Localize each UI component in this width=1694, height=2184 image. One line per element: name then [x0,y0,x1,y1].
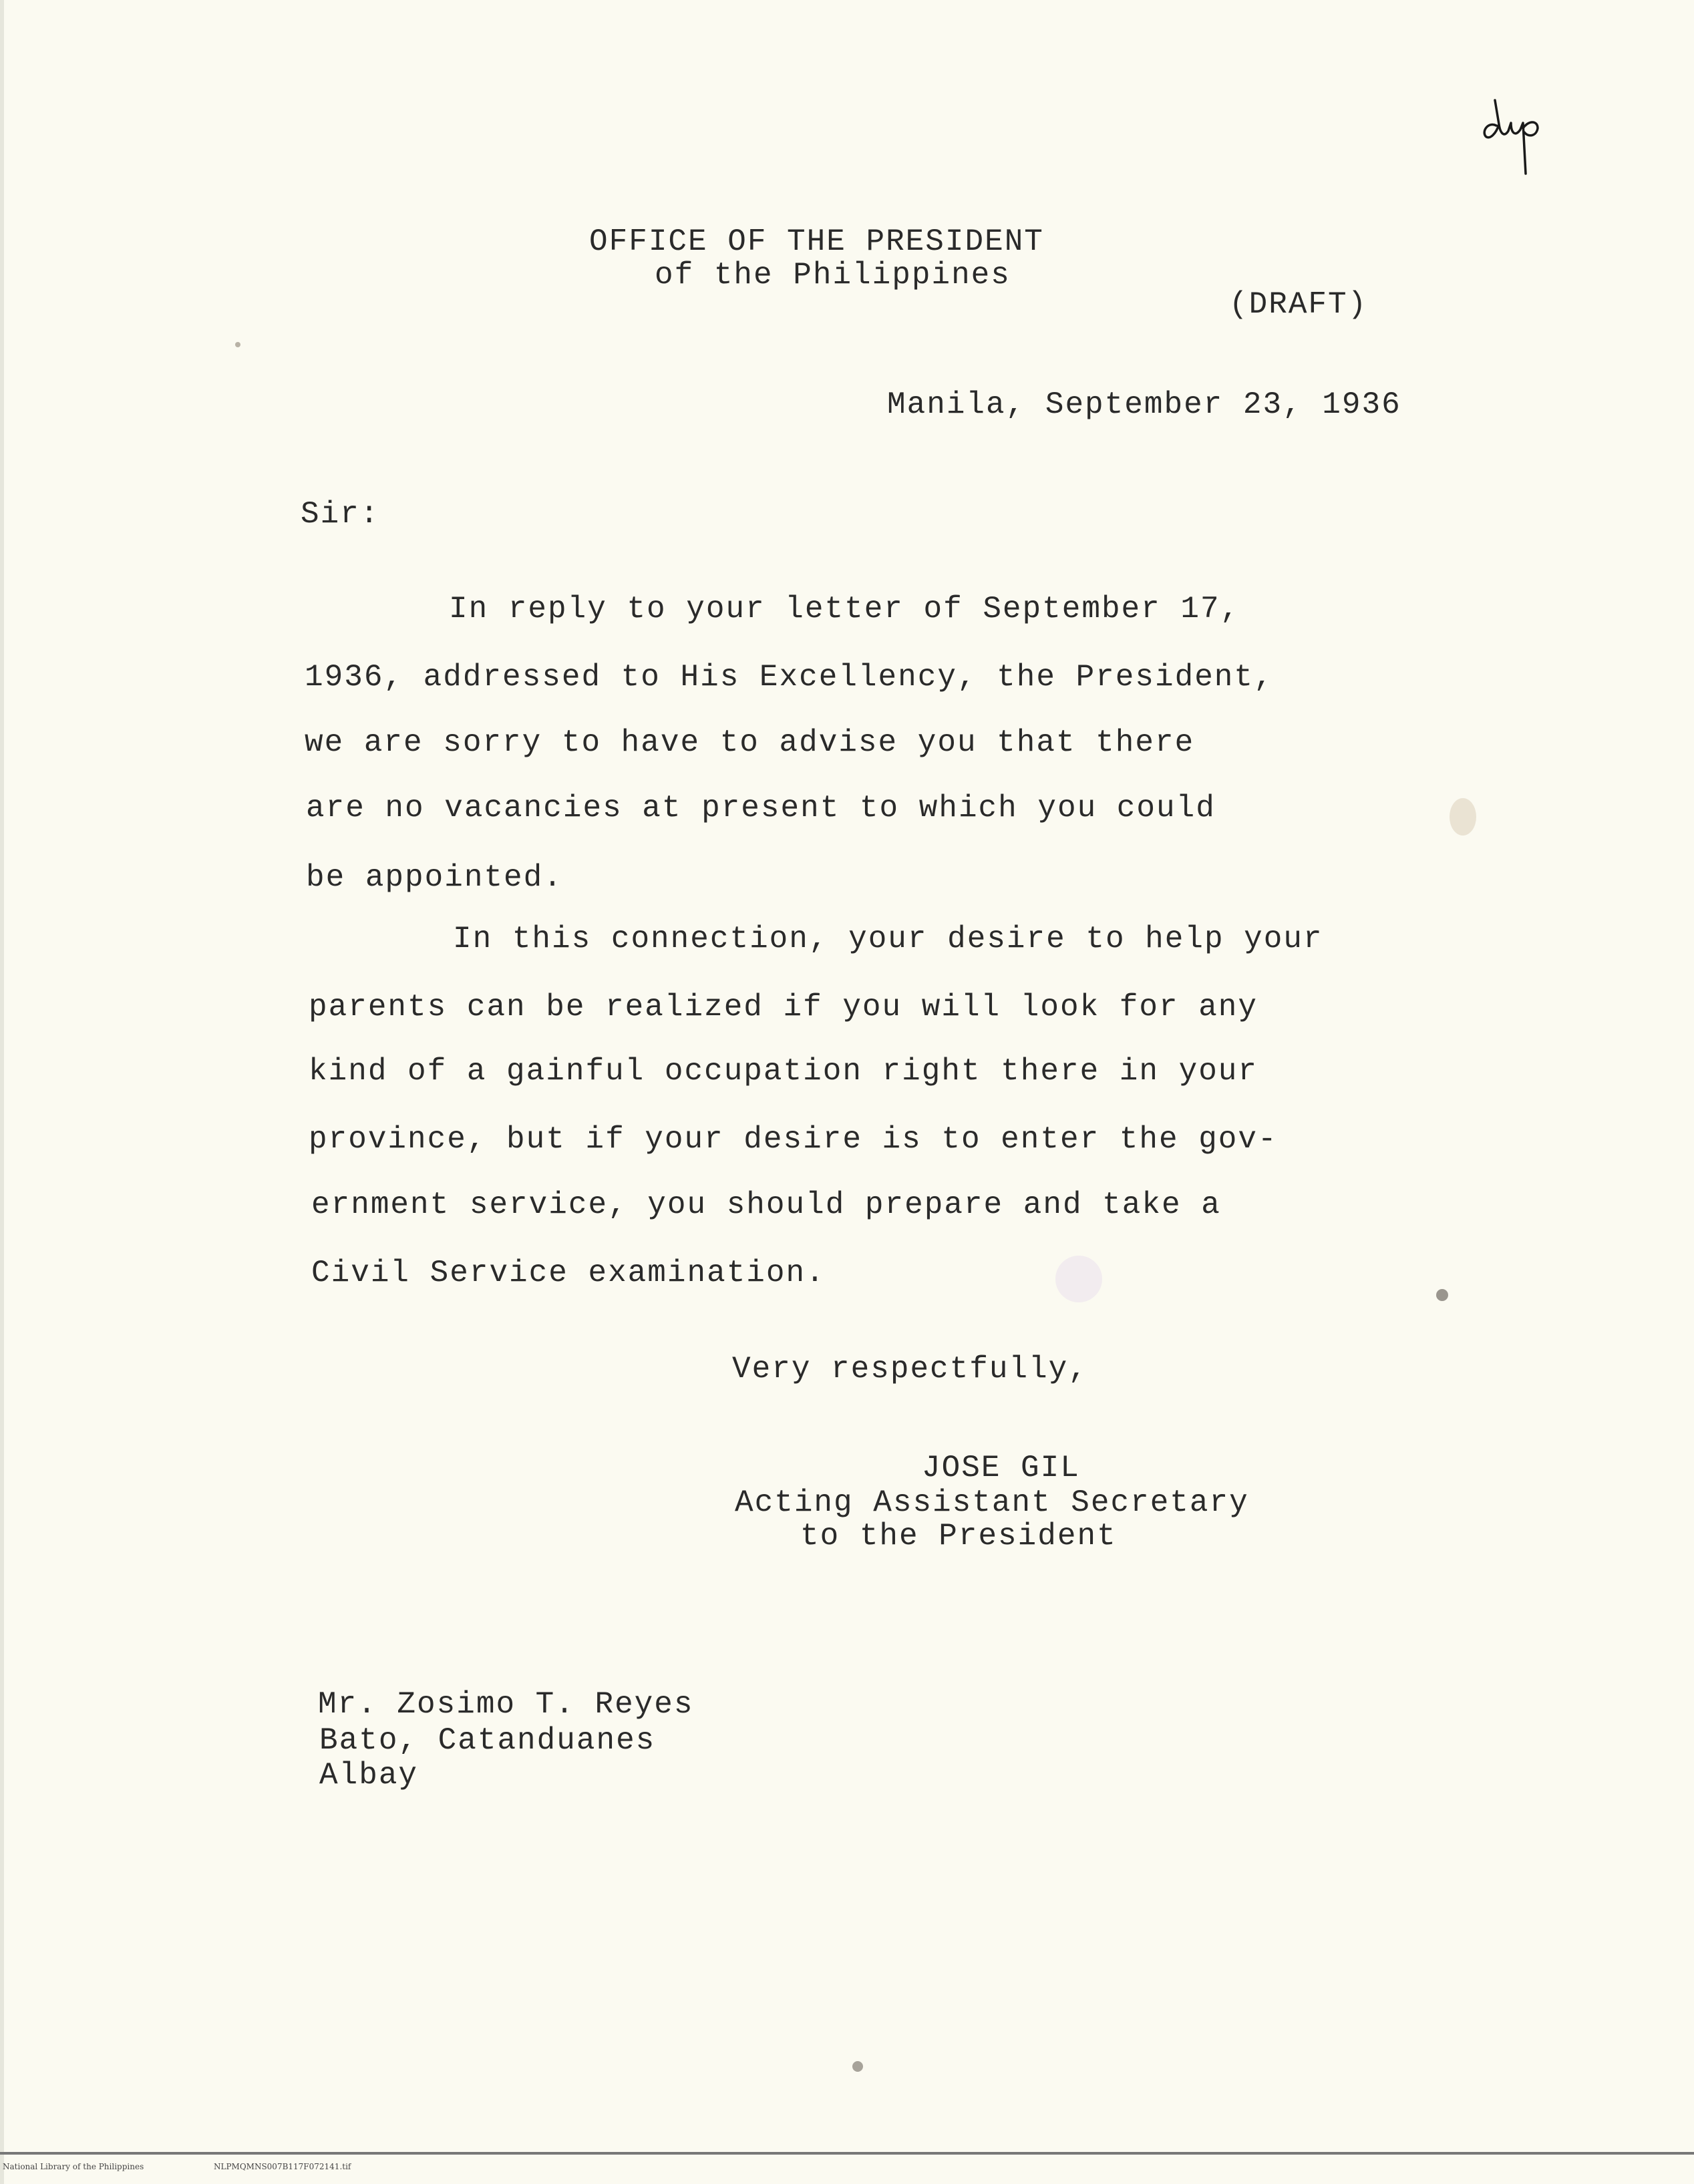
paragraph2-line: Civil Service examination. [311,1256,826,1290]
footer-library: National Library of the Philippines [3,2162,144,2171]
signatory-title-line1: Acting Assistant Secretary [735,1485,1249,1520]
scan-speck [1436,1289,1448,1301]
paragraph1-line: are no vacancies at present to which you could [306,791,1216,826]
addressee-line1: Mr. Zosimo T. Reyes [318,1687,694,1722]
date-line: Manila, September 23, 1936 [887,387,1401,422]
paragraph1-line: 1936, addressed to His Excellency, the President, [305,660,1274,695]
scan-bottom-rule [0,2152,1694,2155]
paragraph1-line: we are sorry to have to advise you that there [305,725,1195,760]
paragraph2-line: In this connection, your desire to help your [453,922,1323,956]
scan-speck [852,2061,863,2072]
paragraph2-line: parents can be realized if you will look for any [309,990,1258,1025]
signatory-name: JOSE GIL [922,1451,1080,1485]
handwritten-dup-annotation [1476,94,1576,187]
signatory-title-line2: to the President [800,1519,1117,1554]
footer-file-id: NLPMQMNS007B117F072141.tif [214,2162,351,2171]
paragraph1-line: In reply to your letter of September 17, [449,592,1240,626]
paragraph1-line: be appointed. [306,860,563,895]
draft-label: (DRAFT) [1229,287,1368,322]
letterhead-line2: of the Philippines [655,258,1011,293]
scan-edge [0,0,4,2184]
letterhead-line1: OFFICE OF THE PRESIDENT [589,224,1044,259]
salutation: Sir: [301,497,380,532]
scan-speck [1450,798,1476,836]
paragraph2-line: ernment service, you should prepare and take a [311,1188,1221,1222]
addressee-line2: Bato, Catanduanes [319,1723,656,1758]
addressee-line3: Albay [319,1758,419,1793]
closing: Very respectfully, [732,1352,1088,1387]
scan-speck [235,342,240,347]
paragraph2-line: kind of a gainful occupation right there in your [309,1054,1258,1089]
scan-speck [1055,1256,1102,1302]
paragraph2-line: province, but if your desire is to enter the gov- [309,1122,1278,1157]
